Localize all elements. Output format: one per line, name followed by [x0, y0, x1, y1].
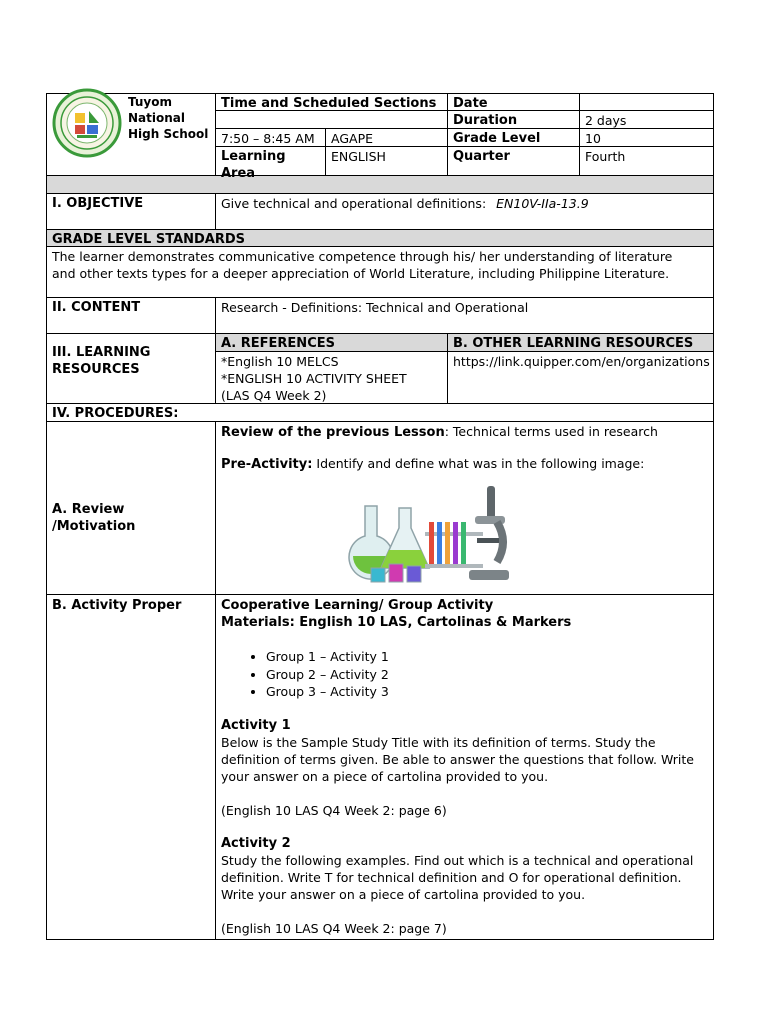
activity-2-ref: (English 10 LAS Q4 Week 2: page 7): [221, 920, 447, 936]
review-section: [216, 421, 713, 472]
pre-activity-text: Identify and define what was in the following image:: [312, 456, 645, 471]
activity-2-title: Activity 2: [221, 835, 291, 851]
review-text: : Technical terms used in research: [444, 424, 658, 439]
learning-area-label: Learning Area: [221, 149, 286, 181]
separator-row: [46, 175, 714, 193]
time-value: 7:50 – 8:45 AM: [221, 131, 315, 146]
reference-item: (LAS Q4 Week 2): [221, 388, 327, 403]
date-value: [580, 93, 713, 110]
activity-proper-content: [216, 595, 713, 939]
school-name: [128, 94, 216, 142]
school-name-line-2: National: [128, 111, 185, 125]
quarter-value: Fourth: [585, 149, 626, 164]
activity-1-title: Activity 1: [221, 717, 291, 733]
learning-area-value: ENGLISH: [331, 149, 386, 164]
objective-label: I. OBJECTIVE: [52, 196, 144, 211]
activity-1-text: Below is the Sample Study Title with its definition of terms. Study the definition of terms given. Be able to answer the questions that follow. Write your answer on a piece of cartolina provided to you.: [221, 734, 694, 784]
duration-value: 2 days: [585, 113, 627, 128]
duration-label: Duration: [453, 113, 518, 128]
activity-2-text: Study the following examples. Find out which is a technical and operational definition. Write T for technical definition and O for operational definition. Write your answer on a piece of cartolina provided to you.: [221, 852, 694, 902]
grade-level-label: Grade Level: [453, 131, 541, 146]
resources-label-line-2: RESOURCES: [52, 362, 140, 377]
group-list: [221, 648, 708, 701]
activity-1-ref: (English 10 LAS Q4 Week 2: page 6): [221, 802, 447, 818]
content-label: II. CONTENT: [52, 300, 141, 315]
objective-text-main: Give technical and operational definitions:: [221, 196, 487, 211]
reference-item: *ENGLISH 10 ACTIVITY SHEET: [221, 371, 407, 386]
activity-proper-label: B. Activity Proper: [52, 598, 182, 613]
standards-text: The learner demonstrates communicative competence through his/ her understanding of literature and other texts types for a deeper appreciation of World Literature, including Philippine Literature.: [52, 249, 673, 281]
resources-label: [47, 342, 215, 382]
other-resources-link[interactable]: https://link.quipper.com/en/organizations: [453, 354, 710, 369]
other-resources-label: B. OTHER LEARNING RESOURCES: [453, 336, 694, 351]
references-label: A. REFERENCES: [221, 336, 335, 351]
quarter-label: Quarter: [453, 149, 510, 164]
review-line: [221, 423, 708, 441]
resources-label-line-1: III. LEARNING: [52, 345, 151, 360]
school-name-line-1: Tuyom: [128, 95, 172, 109]
materials-title: Materials: English 10 LAS, Cartolinas & Markers: [221, 615, 572, 630]
procedures-label: IV. PROCEDURES:: [52, 406, 179, 421]
pre-activity-line: [221, 455, 708, 473]
content-text: Research - Definitions: Technical and Operational: [221, 300, 529, 315]
review-motivation-label: A. Review /Motivation: [52, 502, 136, 534]
date-label: Date: [453, 96, 488, 111]
pre-activity-title: Pre-Activity:: [221, 457, 313, 472]
group-item: • Group 2 – Activity 2: [266, 666, 708, 684]
review-title: Review of the previous Lesson: [221, 425, 445, 440]
standards-label: GRADE LEVEL STANDARDS: [52, 232, 246, 247]
group-item: • Group 3 – Activity 3: [266, 683, 708, 701]
objective-text: [216, 193, 713, 229]
references-list: [216, 351, 447, 403]
reference-item: *English 10 MELCS: [221, 354, 339, 369]
school-logo: [53, 89, 121, 157]
lab-equipment-image: [347, 476, 512, 588]
section-value: AGAPE: [331, 131, 374, 146]
objective-code: EN10V-IIa-13.9: [496, 196, 589, 211]
grade-level-value: 10: [585, 131, 601, 146]
coop-title: Cooperative Learning/ Group Activity: [221, 598, 494, 613]
time-sections-label: Time and Scheduled Sections: [221, 96, 437, 111]
group-item: • Group 1 – Activity 1: [266, 648, 708, 666]
school-name-line-3: High School: [128, 127, 209, 141]
